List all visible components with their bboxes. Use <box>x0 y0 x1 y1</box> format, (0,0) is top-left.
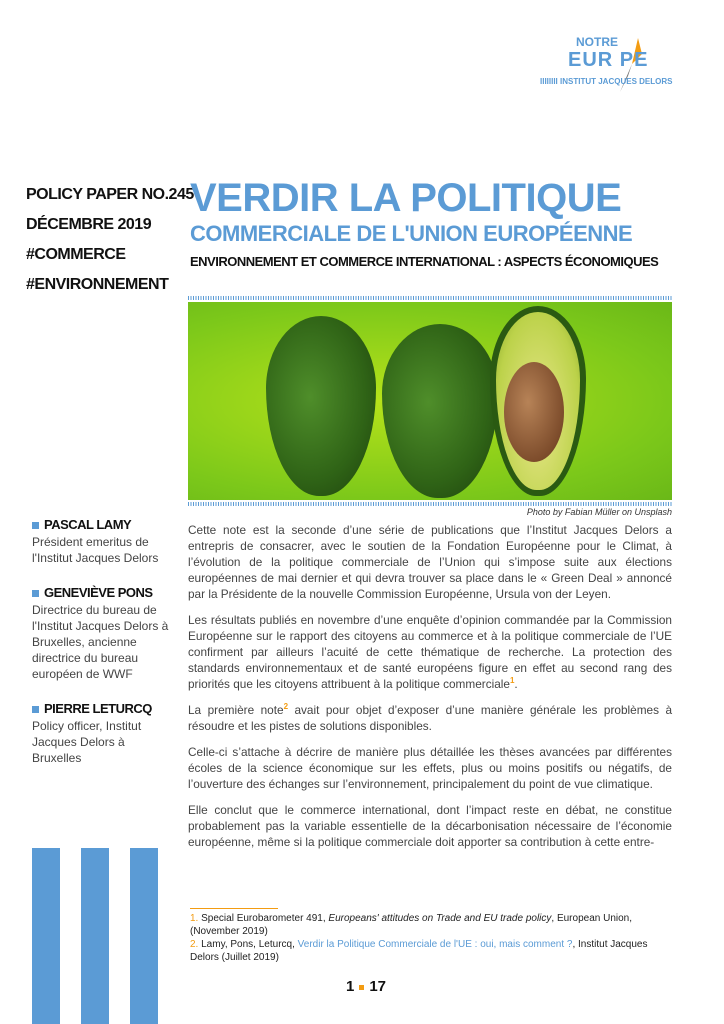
author-role: Directrice du bureau de l'Institut Jacques Delors à Bruxelles, ancienne directrice du bureau européen de WWF <box>32 603 169 681</box>
page-number: 1 17 <box>346 978 387 995</box>
logo-text-institut: IIIIIIII INSTITUT JACQUES DELORS <box>540 77 673 86</box>
paragraph: Elle conclut que le commerce international, dont l’impact reste en débat, ne constitue probablement pas la variable essentielle de la décarbonisation nécessaire de l’économie européenne, même si la politique commerciale doit apporter sa contribution à cette entre- <box>188 803 672 849</box>
avocado <box>382 324 498 498</box>
footnote: 2. Lamy, Pons, Leturcq, Verdir la Politique Commerciale de l'UE : oui, mais comment ?, Institut Jacques Delors (Juillet 2019) <box>190 939 648 963</box>
authors-list <box>32 516 177 784</box>
avocado <box>266 316 376 496</box>
dotted-divider <box>188 296 672 300</box>
author-role: Président emeritus de l'Institut Jacques Delors <box>32 535 159 565</box>
avocado-photo <box>188 302 672 500</box>
author <box>32 700 177 766</box>
author-name: PASCAL LAMY <box>44 517 132 532</box>
footnote-ref[interactable]: 2 <box>283 702 289 712</box>
subtitle: ENVIRONNEMENT ET COMMERCE INTERNATIONAL : ASPECTS ÉCONOMIQUES <box>190 254 659 269</box>
author-name: PIERRE LETURCQ <box>44 701 152 716</box>
title-line-1: VERDIR LA POLITIQUE <box>190 176 622 220</box>
title-block <box>190 176 674 272</box>
body-text <box>188 522 672 860</box>
tag-environnement[interactable]: #ENVIRONNEMENT <box>26 276 169 293</box>
paper-number: POLICY PAPER NO.245 <box>26 186 194 203</box>
paper-meta <box>26 180 194 300</box>
paragraph: Cette note est la seconde d’une série de publications que l’Institut Jacques Delors a entrepris de consacrer, avec le soutien de la Fondation Européenne pour le Climat, à l’évolution de la politique commerciale de l’Union qui s’impose suite aux élections européennes de mai dernier et qui devra trouver sa place dans le « Green Deal » annoncé par la Présidente de la nouvelle Commission Européenne, Ursula von der Leyen. <box>188 523 672 601</box>
logo-text-europe: EUR PE <box>568 49 649 71</box>
paper-date: DÉCEMBRE 2019 <box>26 216 152 233</box>
author-name: GENEVIÈVE PONS <box>44 585 153 600</box>
tag-commerce[interactable]: #COMMERCE <box>26 246 126 263</box>
footnote-link[interactable]: Verdir la Politique Commerciale de l'UE : oui, mais comment ? <box>297 939 573 950</box>
photo-credit: Photo by Fabian Müller on Unsplash <box>526 507 672 517</box>
decorative-bar <box>130 848 158 1024</box>
footnote: 1. Special Eurobarometer 491, Europeans' attitudes on Trade and EU trade policy, European Union, (November 2019) <box>190 913 633 937</box>
author <box>32 516 177 566</box>
footnotes <box>190 912 672 964</box>
avocado-half <box>490 306 586 496</box>
paragraph: Les résultats publiés en novembre d’une enquête d’opinion commandée par la Commission Européenne sur le rapport des citoyens au commerce et à la politique commerciale de l’UE confirment par ailleurs l’acuité de cette thématique de recherche. La protection des standards environnementaux et de santé européens figure en effet au second rang des priorités que les citoyens attribuent à la politique commerciale$^1$. <box>188 613 672 691</box>
notre-europe-logo <box>540 36 700 96</box>
paragraph: Celle-ci s’attache à décrire de manière plus détaillée les thèses avancées par différentes écoles de la science économique sur les effets, plus ou moins positifs ou négatifs, de l’ouverture des échanges sur l’environnement, principalement du point de vue climatique. <box>188 745 672 791</box>
footnote-divider <box>190 908 278 909</box>
paragraph: La première note$^2$ avait pour objet d’exposer d’une manière générale les problèmes à résoudre et les pistes de solutions disponibles. <box>188 702 673 733</box>
author-role: Policy officer, Institut Jacques Delors à Bruxelles <box>32 719 142 765</box>
title-line-2: COMMERCIALE DE L'UNION EUROPÉENNE <box>190 221 633 246</box>
author <box>32 584 177 682</box>
footnote-ref[interactable]: 1 <box>509 676 515 686</box>
dotted-divider <box>188 502 672 506</box>
logo-text-notre: NOTRE <box>576 35 618 49</box>
decorative-bar <box>32 848 60 1024</box>
decorative-bar <box>81 848 109 1024</box>
